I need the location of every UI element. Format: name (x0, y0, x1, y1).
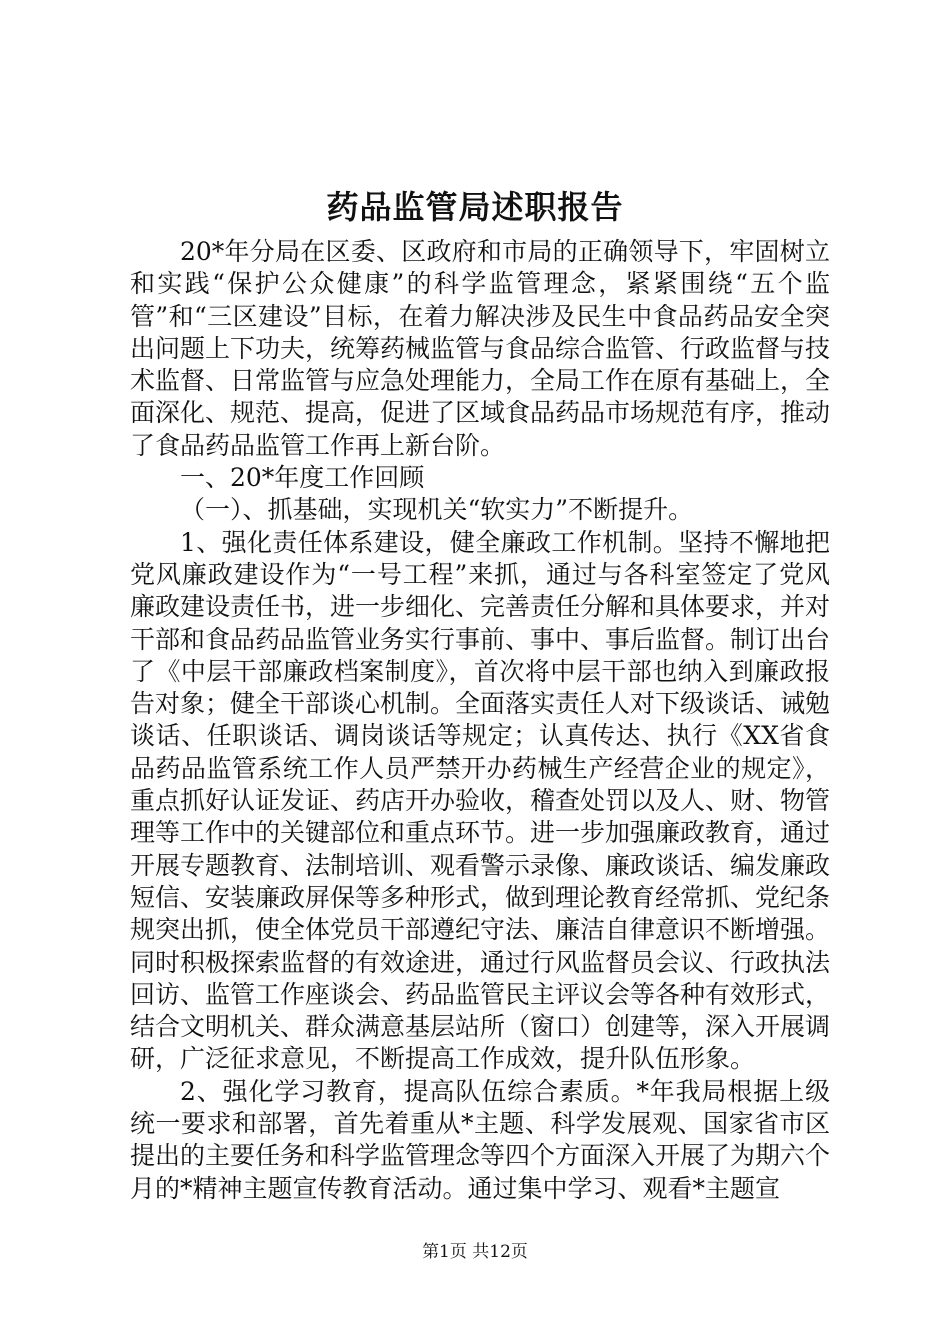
paragraph-intro: 20*年分局在区委、区政府和市局的正确领导下，牢固树立和实践“保护公众健康”的科学监管理念，紧紧围绕“五个监管”和“三区建设”目标，在着力解决涉及民生中食品药品安全突出问题上下功夫，统筹药械监管与食品综合监管、行政监督与技术监督、日常监管与应急处理能力，全局工作在原有基础上，全面深化、规范、提高，促进了区域食品药品市场规范有序，推动了食品药品监管工作再上新台阶。 (130, 237, 831, 460)
paragraph-item-2: 2、强化学习教育，提高队伍综合素质。*年我局根据上级统一要求和部署，首先着重从*主题、科学发展观、国家省市区提出的主要任务和科学监管理念等四个方面深入开展了为期六个月的*精神主题宣传教育活动。通过集中学习、观看*主题宣 (130, 1076, 831, 1203)
page-footer: 第1页 共12页 (422, 1242, 528, 1262)
paragraph-item-1: 1、强化责任体系建设，健全廉政工作机制。坚持不懈地把党风廉政建设作为“一号工程”来抓，通过与各科室签定了党风廉政建设责任书，进一步细化、完善责任分解和具体要求，并对干部和食品药品监管业务实行事前、事中、事后监督。制订出台了《中层干部廉政档案制度》，首次将中层干部也纳入到廉政报告对象；健全干部谈心机制。全面落实责任人对下级谈话、诫勉谈话、任职谈话、调岗谈话等规定；认真传达、执行《XX省食品药品监管系统工作人员严禁开办药械生产经营企业的规定》，重点抓好认证发证、药店开办验收，稽查处罚以及人、财、物管理等工作中的关键部位和重点环节。进一步加强廉政教育，通过开展专题教育、法制培训、观看警示录像、廉政谈话、编发廉政短信、安装廉政屏保等多种形式，做到理论教育经常抓、党纪条规突出抓，使全体党员干部遵纪守法、廉洁自律意识不断增强。同时积极探索监督的有效途进，通过行风监督员会议、行政执法回访、监管工作座谈会、药品监管民主评议会等各种有效形式，结合文明机关、群众满意基层站所（窗口）创建等，深入开展调研，广泛征求意见，不断提高工作成效，提升队伍形象。 (130, 527, 831, 1074)
document-body (130, 236, 830, 1205)
subsection-heading: （一）、抓基础，实现机关“软实力”不断提升。 (180, 495, 694, 525)
section-heading: 一、20*年度工作回顾 (180, 463, 425, 493)
document-title: 药品监管局述职报告 (326, 188, 624, 226)
